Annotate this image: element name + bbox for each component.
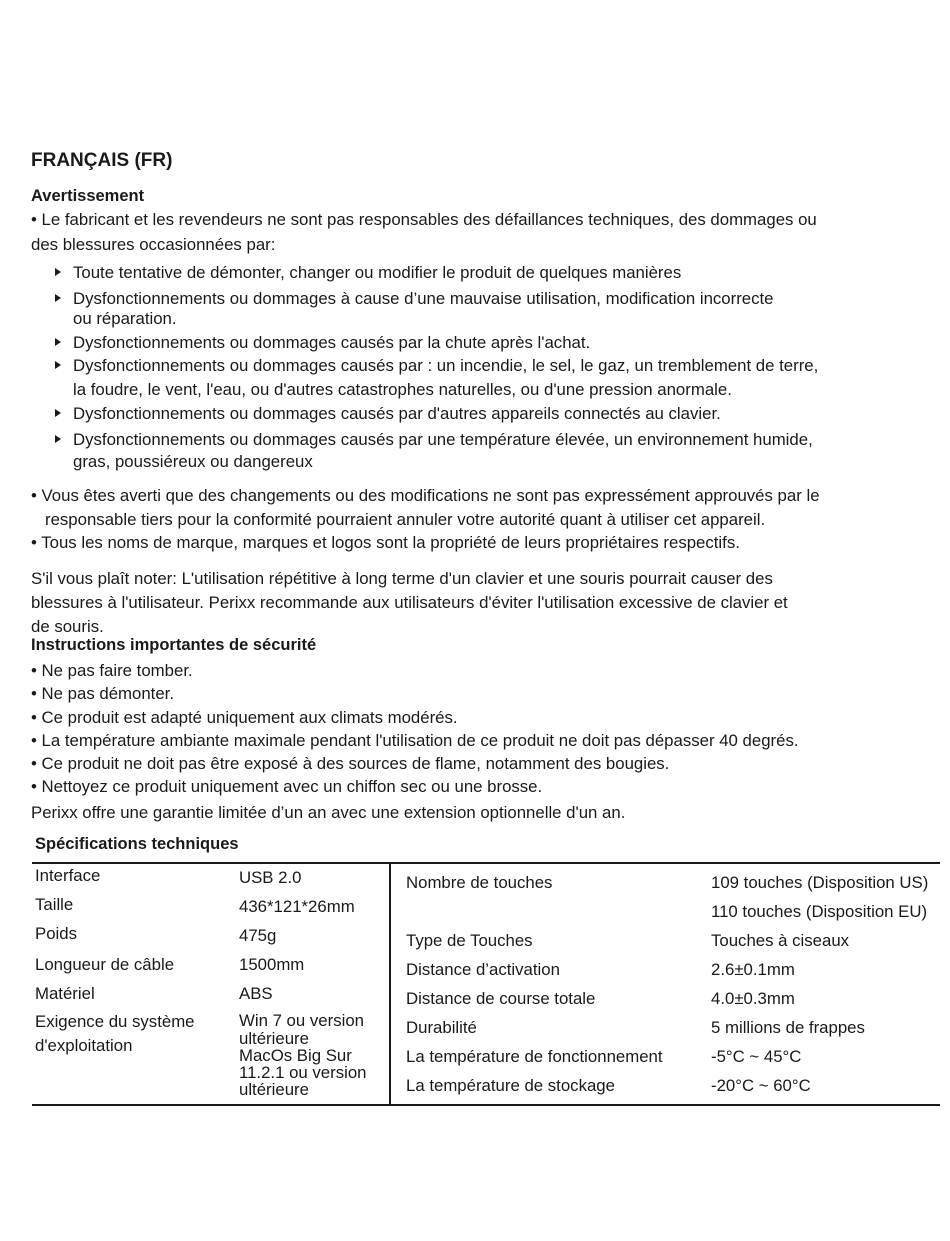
spec-label-durability: Durabilité <box>406 1018 477 1037</box>
triangle-bullet-icon <box>55 268 61 276</box>
safety-item-3: • Ce produit est adapté uniquement aux climats modérés. <box>31 708 458 727</box>
triangle-bullet-icon <box>55 338 61 346</box>
safety-item-1: • Ne pas faire tomber. <box>31 661 193 680</box>
spec-value-os-4: 11.2.1 ou version <box>239 1063 367 1082</box>
warning-intro-line1: • Le fabricant et les revendeurs ne sont pas responsables des défaillances techniques, des dommages ou <box>31 210 817 229</box>
triangle-bullet-icon <box>55 294 61 302</box>
warning-item-2-cont: ou réparation. <box>73 309 177 328</box>
warning-intro-line2: des blessures occasionnées par: <box>31 235 276 254</box>
spec-label-material: Matériel <box>35 984 95 1003</box>
safety-item-4: • La température ambiante maximale pendant l'utilisation de ce produit ne doit pas dépasser 40 degrés. <box>31 731 799 750</box>
spec-value-operating-temp: -5°C ~ 45°C <box>711 1047 802 1066</box>
spec-value-interface: USB 2.0 <box>239 868 302 887</box>
specs-divider <box>389 864 391 1105</box>
spec-label-weight: Poids <box>35 924 77 943</box>
spec-label-interface: Interface <box>35 866 101 885</box>
warning-item-4-cont: la foudre, le vent, l'eau, ou d'autres catastrophes naturelles, ou d'une pression anormale. <box>73 380 732 399</box>
spec-value-keytype: Touches à ciseaux <box>711 931 850 950</box>
spec-label-keytype: Type de Touches <box>406 931 533 950</box>
specs-bottom-rule <box>32 1104 940 1106</box>
spec-label-operating-temp: La température de fonctionnement <box>406 1047 663 1066</box>
spec-label-travel: Distance de course totale <box>406 989 596 1008</box>
spec-label-cable: Longueur de câble <box>35 955 175 974</box>
spec-value-durability: 5 millions de frappes <box>711 1018 865 1037</box>
triangle-bullet-icon <box>55 409 61 417</box>
spec-value-material: ABS <box>239 984 273 1003</box>
spec-value-os-5: ultérieure <box>239 1080 309 1099</box>
spec-value-storage-temp: -20°C ~ 60°C <box>711 1076 811 1095</box>
safety-item-2: • Ne pas démonter. <box>31 684 175 703</box>
spec-label-storage-temp: La température de stockage <box>406 1076 615 1095</box>
spec-value-travel: 4.0±0.3mm <box>711 989 795 1008</box>
spec-value-os-3: MacOs Big Sur <box>239 1046 352 1065</box>
spec-value-keys-eu: 110 touches (Disposition EU) <box>711 902 928 921</box>
note-line2: blessures à l'utilisateur. Perixx recommande aux utilisateurs d'éviter l'utilisation excessive de clavier et <box>31 593 788 612</box>
safety-heading: Instructions importantes de sécurité <box>31 636 317 654</box>
warranty-text: Perixx offre une garantie limitée d’un an avec une extension optionnelle d'un an. <box>31 803 626 822</box>
spec-value-keys-us: 109 touches (Disposition US) <box>711 873 929 892</box>
spec-value-actuation: 2.6±0.1mm <box>711 960 795 979</box>
warning-item-1: Toute tentative de démonter, changer ou modifier le produit de quelques manières <box>73 263 682 282</box>
section-title: FRANÇAIS (FR) <box>31 150 173 171</box>
note-line1: S'il vous plaît noter: L'utilisation répétitive à long terme d'un clavier et une souris pourrait causer des <box>31 569 773 588</box>
spec-label-keys: Nombre de touches <box>406 873 553 892</box>
notice-trademarks: • Tous les noms de marque, marques et logos sont la propriété de leurs propriétaires respectifs. <box>31 533 740 552</box>
warning-item-3: Dysfonctionnements ou dommages causés par la chute après l'achat. <box>73 333 591 352</box>
triangle-bullet-icon <box>55 361 61 369</box>
spec-value-size: 436*121*26mm <box>239 897 355 916</box>
spec-value-os-2: ultérieure <box>239 1029 309 1048</box>
warning-item-6-cont: gras, poussiéreux ou dangereux <box>73 452 313 471</box>
safety-item-5: • Ce produit ne doit pas être exposé à des sources de flame, notamment des bougies. <box>31 754 670 773</box>
specs-top-rule <box>32 862 940 864</box>
warning-item-5: Dysfonctionnements ou dommages causés par d'autres appareils connectés au clavier. <box>73 404 721 423</box>
spec-label-actuation: Distance d’activation <box>406 960 560 979</box>
notice-modifications-cont: responsable tiers pour la conformité pourraient annuler votre autorité quant à utiliser cet appareil. <box>45 510 766 529</box>
safety-item-6: • Nettoyez ce produit uniquement avec un chiffon sec ou une brosse. <box>31 777 543 796</box>
spec-value-cable: 1500mm <box>239 955 305 974</box>
warning-item-4: Dysfonctionnements ou dommages causés par : un incendie, le sel, le gaz, un tremblement de terre, <box>73 356 819 375</box>
warning-heading: Avertissement <box>31 187 145 205</box>
spec-label-os: Exigence du système <box>35 1012 195 1031</box>
notice-modifications: • Vous êtes averti que des changements ou des modifications ne sont pas expressément approuvés par le <box>31 486 820 505</box>
note-line3: de souris. <box>31 617 104 636</box>
warning-item-2: Dysfonctionnements ou dommages à cause d’une mauvaise utilisation, modification incorrecte <box>73 289 774 308</box>
spec-value-weight: 475g <box>239 926 277 945</box>
specs-heading: Spécifications techniques <box>35 835 239 853</box>
spec-label-os-cont: d'exploitation <box>35 1036 133 1055</box>
warning-item-6: Dysfonctionnements ou dommages causés par une température élevée, un environnement humide, <box>73 430 813 449</box>
spec-value-os-1: Win 7 ou version <box>239 1011 364 1030</box>
spec-label-size: Taille <box>35 895 74 914</box>
triangle-bullet-icon <box>55 435 61 443</box>
